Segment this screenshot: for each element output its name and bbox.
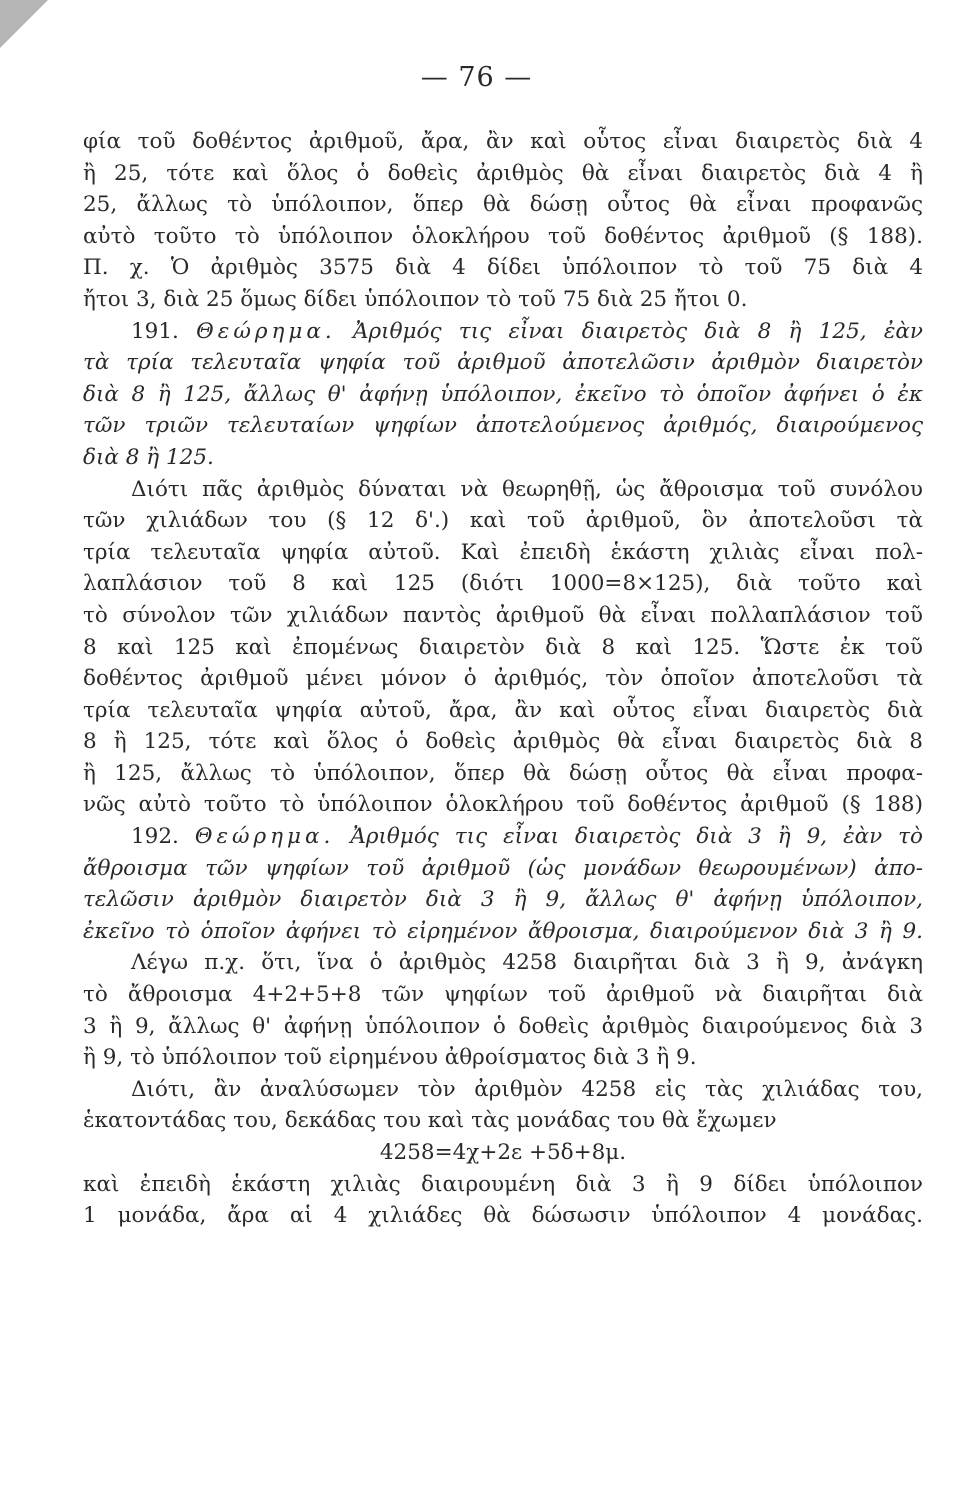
theorem-text: Ἀριθμός τις εἶναι διαιρετὸς διὰ 8 ἢ 125, ἐὰν xyxy=(353,318,923,344)
theorem-text-line: τῶν τριῶν τελευταίων ψηφίων ἀποτελούμενος ἀριθμός, διαιρούμενος xyxy=(83,413,923,439)
text-line: τρία τελευταῖα ψηφία αὐτοῦ. Καὶ ἐπειδὴ ἑκάστη χιλιὰς εἶναι πολ- xyxy=(83,539,923,565)
text-line: 25, ἄλλως τὸ ὑπόλοιπον, ὅπερ θὰ δώσῃ οὗτος θὰ εἶναι προφανῶς xyxy=(83,192,923,218)
text-line: τὸ σύνολον τῶν χιλιάδων παντὸς ἀριθμοῦ θὰ εἶναι πολλαπλάσιον τοῦ xyxy=(83,602,923,628)
theorem-label: Θεώρημα. xyxy=(194,824,335,850)
page-body xyxy=(83,126,923,1232)
theorem-text: Ἀριθμός τις εἶναι διαιρετὸς διὰ 3 ἢ 9, ἐὰν τὸ xyxy=(350,824,923,850)
text-line: 3 ἢ 9, ἄλλως θ' ἀφήνῃ ὑπόλοιπον ὁ δοθεὶς ἀριθμὸς διαιρούμενος διὰ 3 xyxy=(83,1013,923,1039)
text-line: ἢ 25, τότε καὶ ὅλος ὁ δοθεὶς ἀριθμὸς θὰ εἶναι διαιρετὸς διὰ 4 ἢ xyxy=(83,160,923,186)
text-line: Διότι πᾶς ἀριθμὸς δύναται νὰ θεωρηθῇ, ὡς ἄθροισμα τοῦ συνόλου xyxy=(131,476,923,502)
theorem-text-line: τὰ τρία τελευταῖα ψηφία τοῦ ἀριθμοῦ ἀποτελῶσιν ἀριθμὸν διαιρετὸν xyxy=(83,350,923,376)
theorem-text-line: ἐκεῖνο τὸ ὁποῖον ἀφήνει τὸ εἰρημένον ἄθροισμα, διαιρούμενον διὰ 3 ἢ 9. xyxy=(83,918,923,944)
page-number: — 76 — xyxy=(420,62,533,93)
text-line: λαπλάσιον τοῦ 8 καὶ 125 (διότι 1000=8×125), διὰ τοῦτο καὶ xyxy=(83,571,923,597)
text-line: καὶ ἐπειδὴ ἑκάστη χιλιὰς διαιρουμένη διὰ 3 ἢ 9 δίδει ὑπόλοιπον xyxy=(83,1171,923,1197)
text-line: 8 καὶ 125 καὶ ἐπομένως διαιρετὸν διὰ 8 καὶ 125. Ὥστε ἐκ τοῦ xyxy=(83,634,923,660)
text-line: Π. χ. Ὁ ἀριθμὸς 3575 διὰ 4 δίδει ὑπόλοιπον τὸ τοῦ 75 διὰ 4 xyxy=(83,255,923,281)
text-line: τὸ ἄθροισμα 4+2+5+8 τῶν ψηφίων τοῦ ἀριθμοῦ νὰ διαιρῆται διὰ xyxy=(83,982,923,1008)
theorem-text-line: διὰ 8 ἢ 125. xyxy=(83,444,214,470)
text-line: τῶν χιλιάδων του (§ 12 δ'.) καὶ τοῦ ἀριθμοῦ, ὃν ἀποτελοῦσι τὰ xyxy=(83,508,923,534)
text-line: 1 μονάδα, ἄρα αἱ 4 χιλιάδες θὰ δώσωσιν ὑπόλοιπον 4 μονάδας. xyxy=(83,1203,923,1229)
theorem-text-line: τελῶσιν ἀριθμὸν διαιρετὸν διὰ 3 ἢ 9, ἄλλως θ' ἀφήνῃ ὑπόλοιπον, xyxy=(83,887,923,913)
page-corner-fold xyxy=(0,0,48,48)
text-line: νῶς αὐτὸ τοῦτο τὸ ὑπόλοιπον ὁλοκλήρου τοῦ δοθέντος ἀριθμοῦ (§ 188) xyxy=(83,792,923,818)
theorem-number: 191. xyxy=(131,318,179,344)
text-line: Διότι, ἂν ἀναλύσωμεν τὸν ἀριθμὸν 4258 εἰς τὰς χιλιάδας του, xyxy=(131,1076,923,1102)
formula: 4258=4χ+2ε +5δ+8μ. xyxy=(379,1140,627,1165)
text-line: ἢ 9, τὸ ὑπόλοιπον τοῦ εἰρημένου ἀθροίσματος διὰ 3 ἢ 9. xyxy=(83,1045,697,1071)
theorem-text-line: διὰ 8 ἢ 125, ἄλλως θ' ἀφήνῃ ὑπόλοιπον, ἐκεῖνο τὸ ὁποῖον ἀφήνει ὁ ἐκ xyxy=(83,381,923,407)
text-line: 8 ἢ 125, τότε καὶ ὅλος ὁ δοθεὶς ἀριθμὸς θὰ εἶναι διαιρετὸς διὰ 8 xyxy=(83,729,923,755)
text-line: αὐτὸ τοῦτο τὸ ὑπόλοιπον ὁλοκλήρου τοῦ δοθέντος ἀριθμοῦ (§ 188). xyxy=(83,223,923,249)
text-line: τρία τελευταῖα ψηφία αὐτοῦ, ἄρα, ἂν καὶ οὗτος εἶναι διαιρετὸς διὰ xyxy=(83,697,923,723)
text-line: φία τοῦ δοθέντος ἀριθμοῦ, ἄρα, ἂν καὶ οὗτος εἶναι διαιρετὸς διὰ 4 xyxy=(83,129,923,154)
text-line: ἤτοι 3, διὰ 25 ὅμως δίδει ὑπόλοιπον τὸ τοῦ 75 διὰ 25 ἤτοι 0. xyxy=(83,286,748,312)
theorem-label: Θεώρημα. xyxy=(196,318,336,344)
theorem-191-heading xyxy=(83,316,923,348)
theorem-192-heading xyxy=(83,821,923,853)
text-line: ἢ 125, ἄλλως τὸ ὑπόλοιπον, ὅπερ θὰ δώσῃ οὗτος θὰ εἶναι προφα- xyxy=(83,760,923,786)
text-line: ἑκατοντάδας του, δεκάδας του καὶ τὰς μονάδας του θὰ ἔχωμεν xyxy=(83,1108,777,1134)
text-line: δοθέντος ἀριθμοῦ μένει μόνον ὁ ἀριθμός, τὸν ὁποῖον ἀποτελοῦσι τὰ xyxy=(83,666,923,692)
theorem-number: 192. xyxy=(131,824,179,850)
theorem-text-line: ἄθροισμα τῶν ψηφίων τοῦ ἀριθμοῦ (ὡς μονάδων θεωρουμένων) ἀπο- xyxy=(83,855,923,881)
text-line: Λέγω π.χ. ὅτι, ἵνα ὁ ἀριθμὸς 4258 διαιρῆται διὰ 3 ἢ 9, ἀνάγκη xyxy=(131,950,923,976)
